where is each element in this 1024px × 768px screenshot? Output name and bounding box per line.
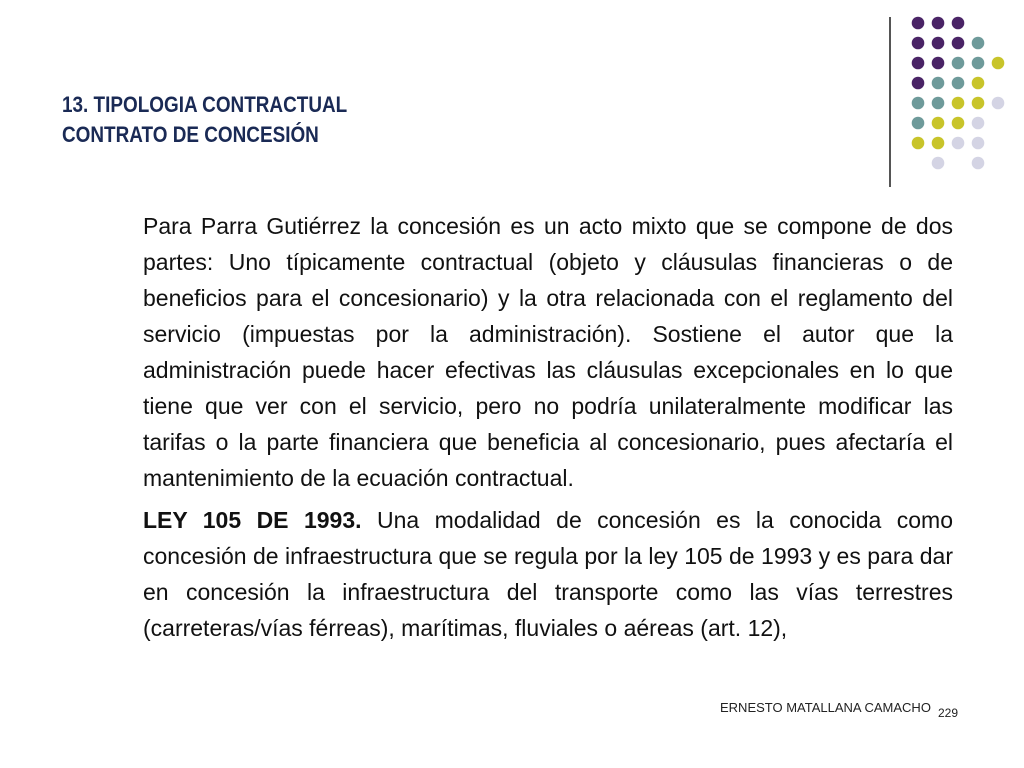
decorative-dot — [932, 17, 945, 30]
decorative-dot — [972, 137, 985, 150]
decorative-dot — [912, 17, 925, 30]
decorative-dot — [952, 17, 965, 30]
law-heading: LEY 105 DE 1993. — [143, 507, 362, 533]
footer-author: ERNESTO MATALLANA CAMACHO — [720, 700, 931, 715]
page-number: 229 — [938, 706, 959, 720]
decorative-dot — [912, 77, 925, 90]
slide-title — [62, 90, 347, 150]
slide-title-line2: CONTRATO DE CONCESIÓN — [62, 122, 319, 147]
decorative-dot — [952, 97, 965, 110]
decorative-dot — [912, 57, 925, 70]
slide-title-line1: 13. TIPOLOGIA CONTRACTUAL — [62, 92, 348, 117]
decorative-dot — [972, 97, 985, 110]
decorative-dot — [932, 37, 945, 50]
decorative-dot — [972, 157, 985, 170]
decorative-dot — [972, 57, 985, 70]
decorative-dot — [932, 77, 945, 90]
decorative-dot — [952, 57, 965, 70]
decorative-dot — [992, 97, 1005, 110]
decorative-dot — [952, 77, 965, 90]
body-paragraph-1: Para Parra Gutiérrez la concesión es un acto mixto que se compone de dos partes: Uno típicamente contractual (objeto y cláusulas financieras o de beneficios para el concesionario) y la otra relacionada con el reglamento del servicio (impuestas por la administración). Sostiene el autor que la administración puede hacer efectivas las cláusulas excepcionales en lo que tiene que ver con el servicio, pero no podría unilateralmente modificar las tarifas o la parte financiera que beneficia al concesionario, pues afectaría el mantenimiento de la ecuación contractual. — [143, 213, 953, 491]
decorative-dot — [912, 117, 925, 130]
decorative-dot — [932, 157, 945, 170]
decorative-dot — [932, 117, 945, 130]
decorative-dot — [932, 57, 945, 70]
body-paragraph-2 — [143, 502, 953, 646]
decorative-dot — [952, 137, 965, 150]
decorative-dot — [912, 97, 925, 110]
decorative-divider — [889, 17, 891, 187]
body-paragraph-2-text: Una modalidad de concesión es la conocida como concesión de infraestructura que se regula por la ley 105 de 1993 y es para dar en concesión la infraestructura del transporte como las vías terrestres (carreteras/vías férreas), marítimas, fluviales o aéreas (art. 12), — [143, 507, 953, 641]
decorative-dot — [972, 77, 985, 90]
decorative-dot — [952, 37, 965, 50]
decorative-dot — [932, 97, 945, 110]
slide-body — [143, 208, 953, 652]
decorative-dot-grid — [898, 10, 1018, 170]
decorative-dot — [932, 137, 945, 150]
decorative-dot — [972, 117, 985, 130]
decorative-dot — [912, 37, 925, 50]
decorative-dot — [912, 137, 925, 150]
decorative-dot — [992, 57, 1005, 70]
decorative-dot — [972, 37, 985, 50]
decorative-dot — [952, 117, 965, 130]
